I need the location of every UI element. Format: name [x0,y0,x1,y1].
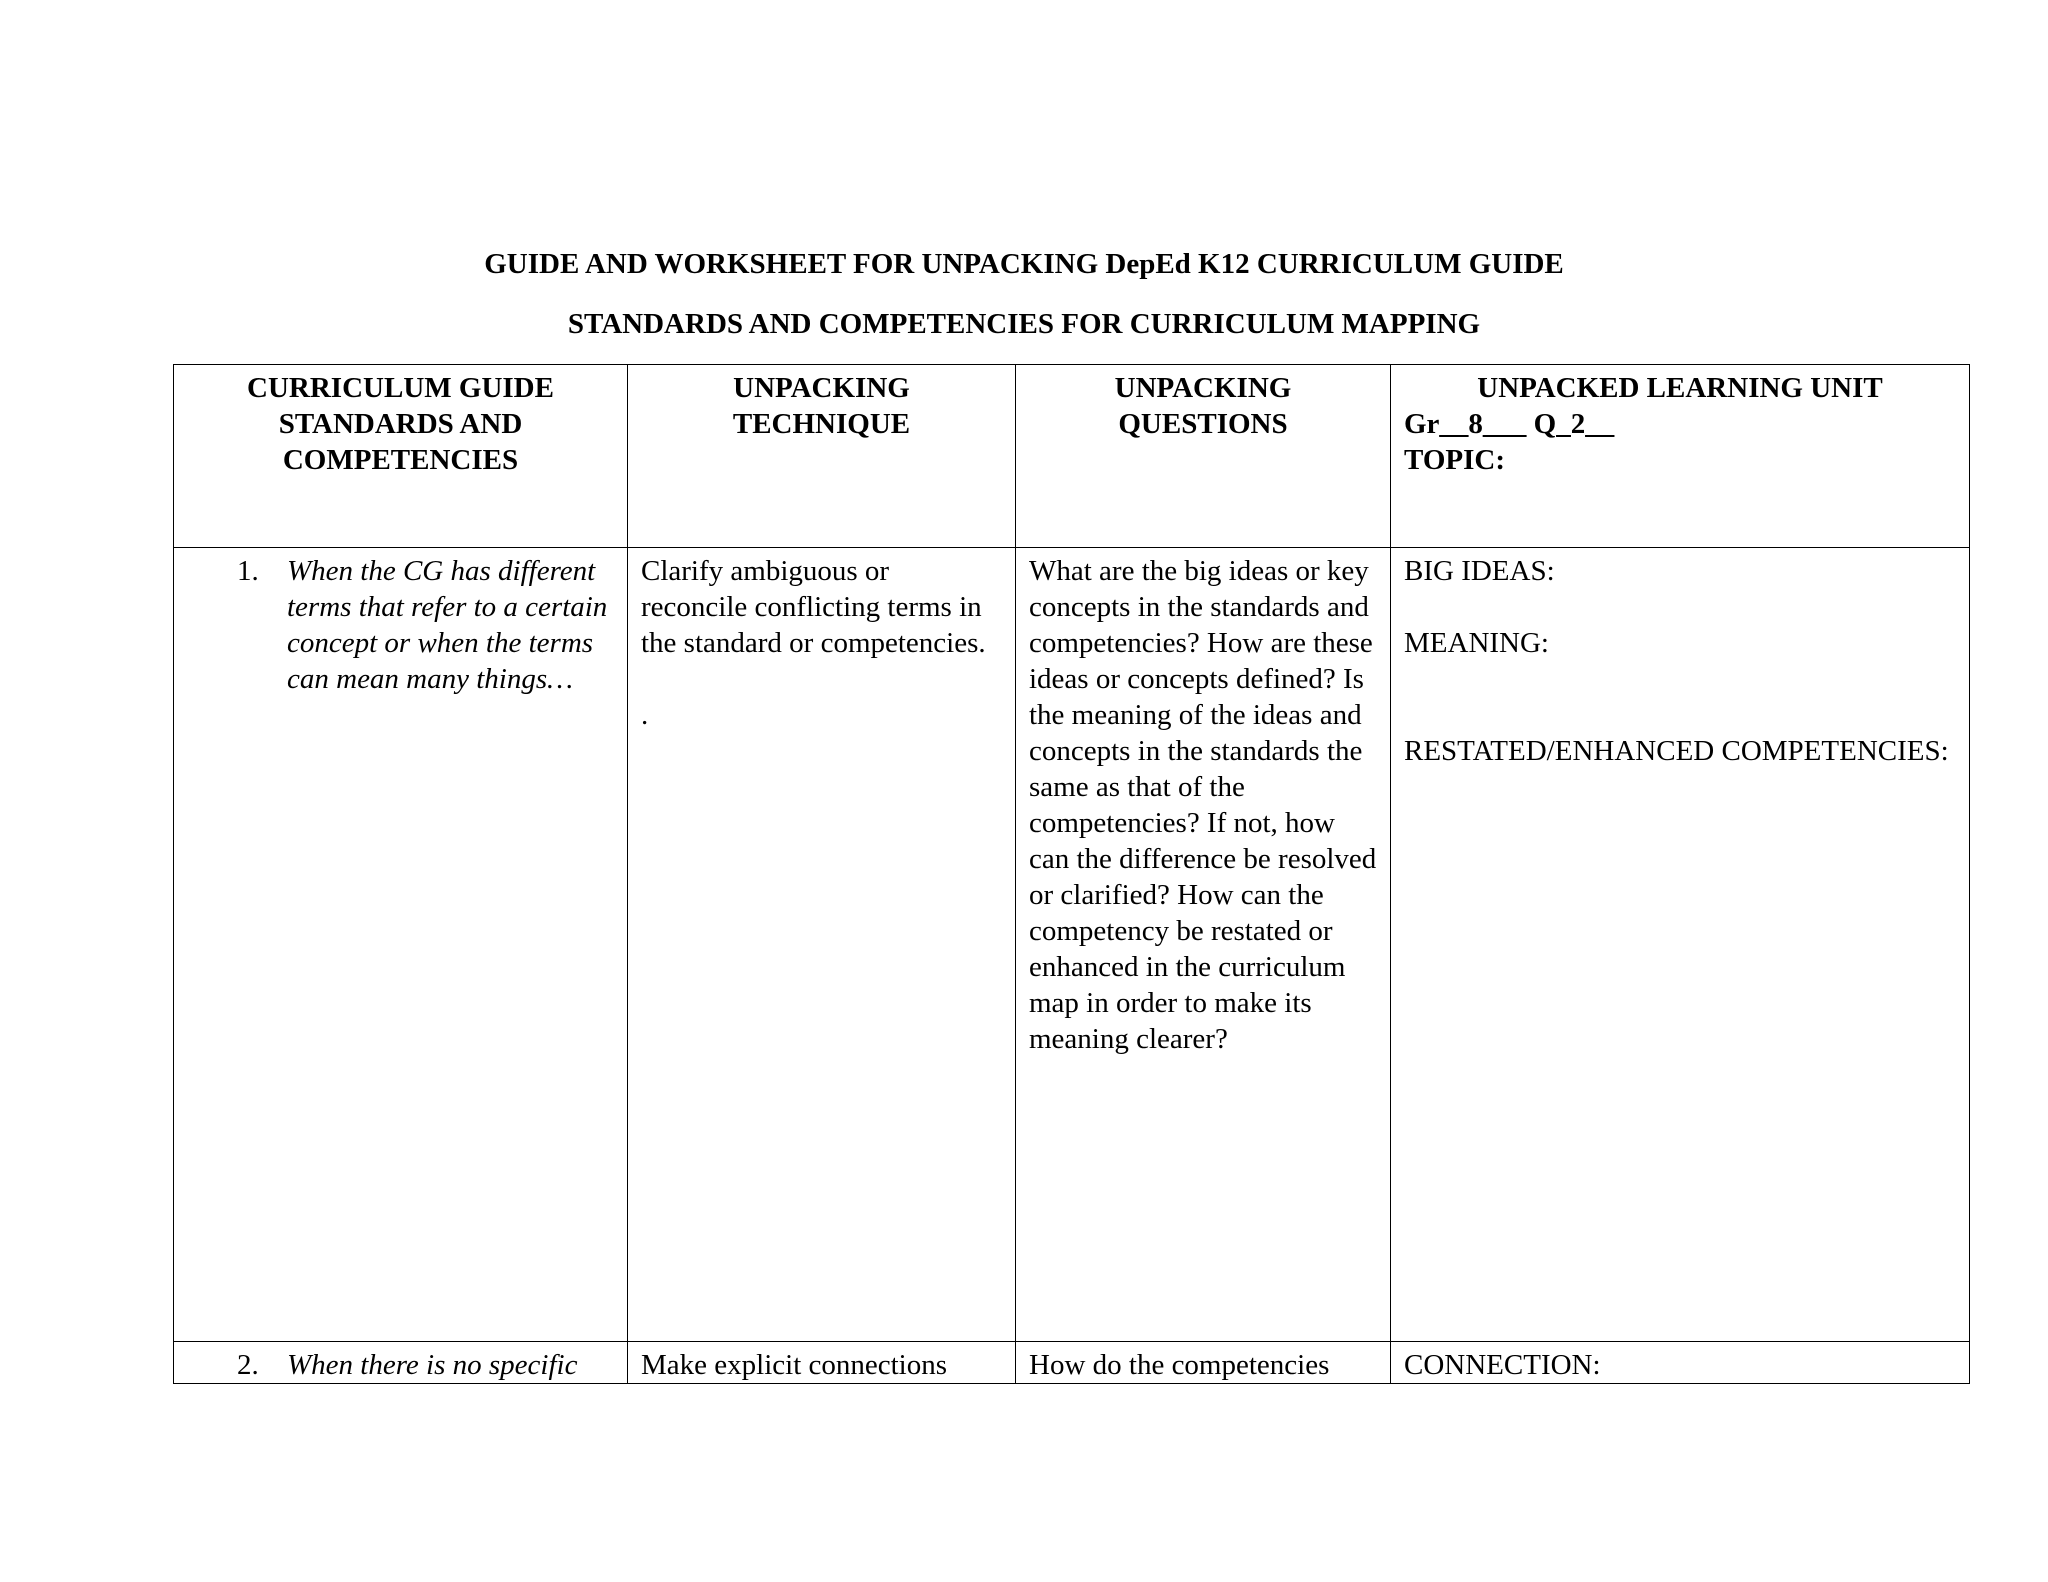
header-unit-title: UNPACKED LEARNING UNIT [1477,372,1883,404]
big-ideas-label: BIG IDEAS: [1404,555,1555,587]
grade-quarter-field: Gr__8___ Q_2__ [1404,408,1615,440]
questions-text: What are the big ideas or key concepts in the standards and competencies? How are these ideas or concepts defined? Is the meaning of the ideas and concepts in the standards the same as that of the competencies? If not, how can the difference be resolved or clarified? How can the competency be restated or enhanced in the curriculum map in order to make its meaning clearer? [1029,555,1377,1055]
table-row [174,548,1970,1342]
row-number: 2. [237,1349,259,1381]
condition-cell [174,548,628,1342]
questions-cell [1016,1342,1391,1384]
meaning-label: MEANING: [1404,627,1549,659]
document-title: GUIDE AND WORKSHEET FOR UNPACKING DepEd K12 CURRICULUM GUIDE [484,248,1564,280]
questions-cell [1016,548,1391,1342]
header-unpacked-learning-unit [1391,365,1970,548]
connection-label: CONNECTION: [1404,1349,1601,1381]
table-header-row [174,365,1970,548]
header-unpacking-questions: UNPACKING QUESTIONS [1016,365,1391,548]
learning-unit-cell [1391,1342,1970,1384]
condition-cell [174,1342,628,1384]
technique-text: Make explicit connections [641,1349,948,1381]
table-row [174,1342,1970,1384]
header-standards-competencies: CURRICULUM GUIDE STANDARDS AND COMPETENCIES [174,365,628,548]
technique-extra: . [641,699,649,731]
technique-text: Clarify ambiguous or reconcile conflicting terms in the standard or competencies. [641,555,986,659]
questions-text: How do the competencies [1029,1349,1330,1381]
restated-competencies-label: RESTATED/ENHANCED COMPETENCIES: [1404,735,1949,767]
condition-text: When the CG has different terms that refer to a certain concept or when the terms can mean many things… [287,555,608,695]
learning-unit-cell [1391,548,1970,1342]
topic-field: TOPIC: [1404,444,1505,476]
header-unpacking-technique: UNPACKING TECHNIQUE [628,365,1016,548]
document-subtitle: STANDARDS AND COMPETENCIES FOR CURRICULUM MAPPING [567,308,1481,340]
technique-cell [628,1342,1016,1384]
technique-cell [628,548,1016,1342]
row-number: 1. [237,555,259,587]
unpacking-table [173,364,1970,1384]
condition-text: When there is no specific [287,1349,578,1381]
